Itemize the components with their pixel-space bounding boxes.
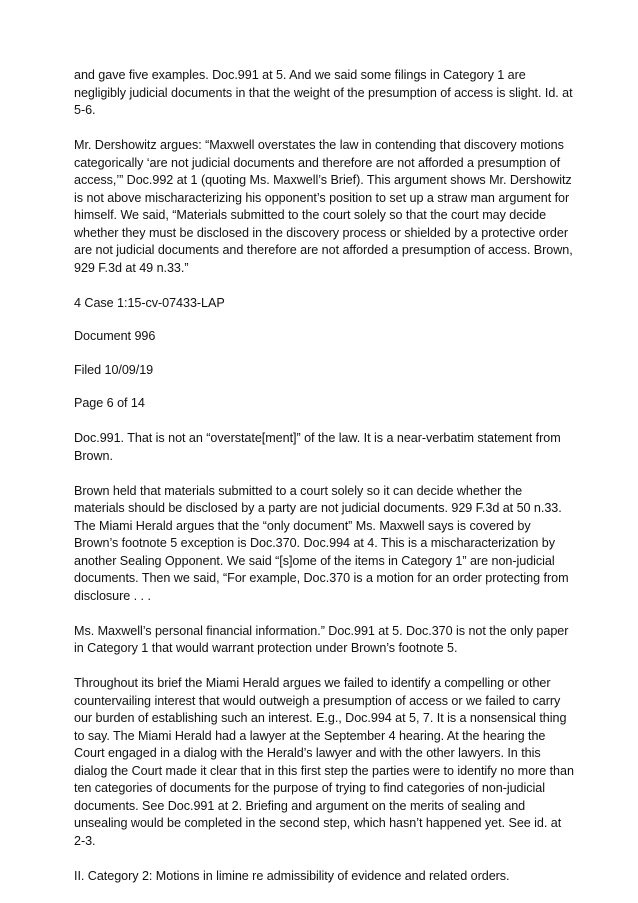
paragraph-examples: and gave five examples. Doc.991 at 5. And we said some filings in Category 1 are negligibly judicial documents in that the weight of the presumption of access is slight. Id. at 5-6.: [74, 68, 573, 117]
paragraph-miami-herald: Throughout its brief the Miami Herald argues we failed to identify a compelling or other countervailing interest that would outweigh a presumption of access or we failed to carry our burden of establishing such an interest. E.g., Doc.994 at 5, 7. It is a nonsensical thing to say. The Miami Herald had a lawyer at the September 4 hearing. At the hearing the Court engaged in a dialog with the Herald’s lawyer and with the other lawyers. In this dialog the Court made it clear that in this first step the parties were to identify no more than ten categories of documents for the purpose of trying to find categories of non-judicial documents. See Doc.991 at 2. Briefing and argument on the merits of sealing and unsealing would be completed in the second step, which hasn’t happened yet. See id. at 2-3.: [74, 676, 574, 848]
paragraph-brown-holding: Brown held that materials submitted to a court solely so it can decide whether the materials should be disclosed by a party are not judicial documents. 929 F.3d at 50 n.33. The Miami Herald argues that the “only document” Ms. Maxwell says is covered by Brown’s footnote 5 exception is Doc.370. Doc.994 at 4. This is a mischaracterization by another Sealing Opponent. We said “[s]ome of the items in Category 1” are non-judicial documents. Then we said, “For example, Doc.370 is a motion for an order protecting from disclosure . . .: [74, 483, 569, 603]
page-number-line: Page 6 of 14: [74, 396, 145, 410]
section-heading-category-2: II. Category 2: Motions in limine re admissibility of evidence and related orders.: [74, 868, 510, 883]
document-number-line: Document 996: [74, 329, 156, 343]
paragraph-overstatement: Doc.991. That is not an “overstate[ment]” of the law. It is a near-verbatim statement from Brown.: [74, 431, 561, 463]
paragraph-dershowitz-argument: Mr. Dershowitz argues: “Maxwell overstates the law in contending that discovery motions categorically ‘are not judicial documents and therefore are not afforded a presumption of access,’” Doc.992 at 1 (quoting Ms. Maxwell’s Brief). This argument shows Mr. Dershowitz is not above mischaracterizing his opponent’s position to set up a straw man argument for himself. We said, “Materials submitted to the court solely so that the court may decide whether they must be disclosed in the discovery process or shielded by a protective order are not judicial documents and therefore are not afforded a presumption of access. Brown, 929 F.3d at 49 n.33.”: [74, 138, 573, 275]
case-number-line: 4 Case 1:15-cv-07433-LAP: [74, 295, 225, 310]
paragraph-financial-information: Ms. Maxwell’s personal financial information.” Doc.991 at 5. Doc.370 is not the only paper in Category 1 that would warrant protection under Brown’s footnote 5.: [74, 623, 569, 655]
filed-date-line: Filed 10/09/19: [74, 362, 154, 377]
document-body: [74, 67, 574, 903]
